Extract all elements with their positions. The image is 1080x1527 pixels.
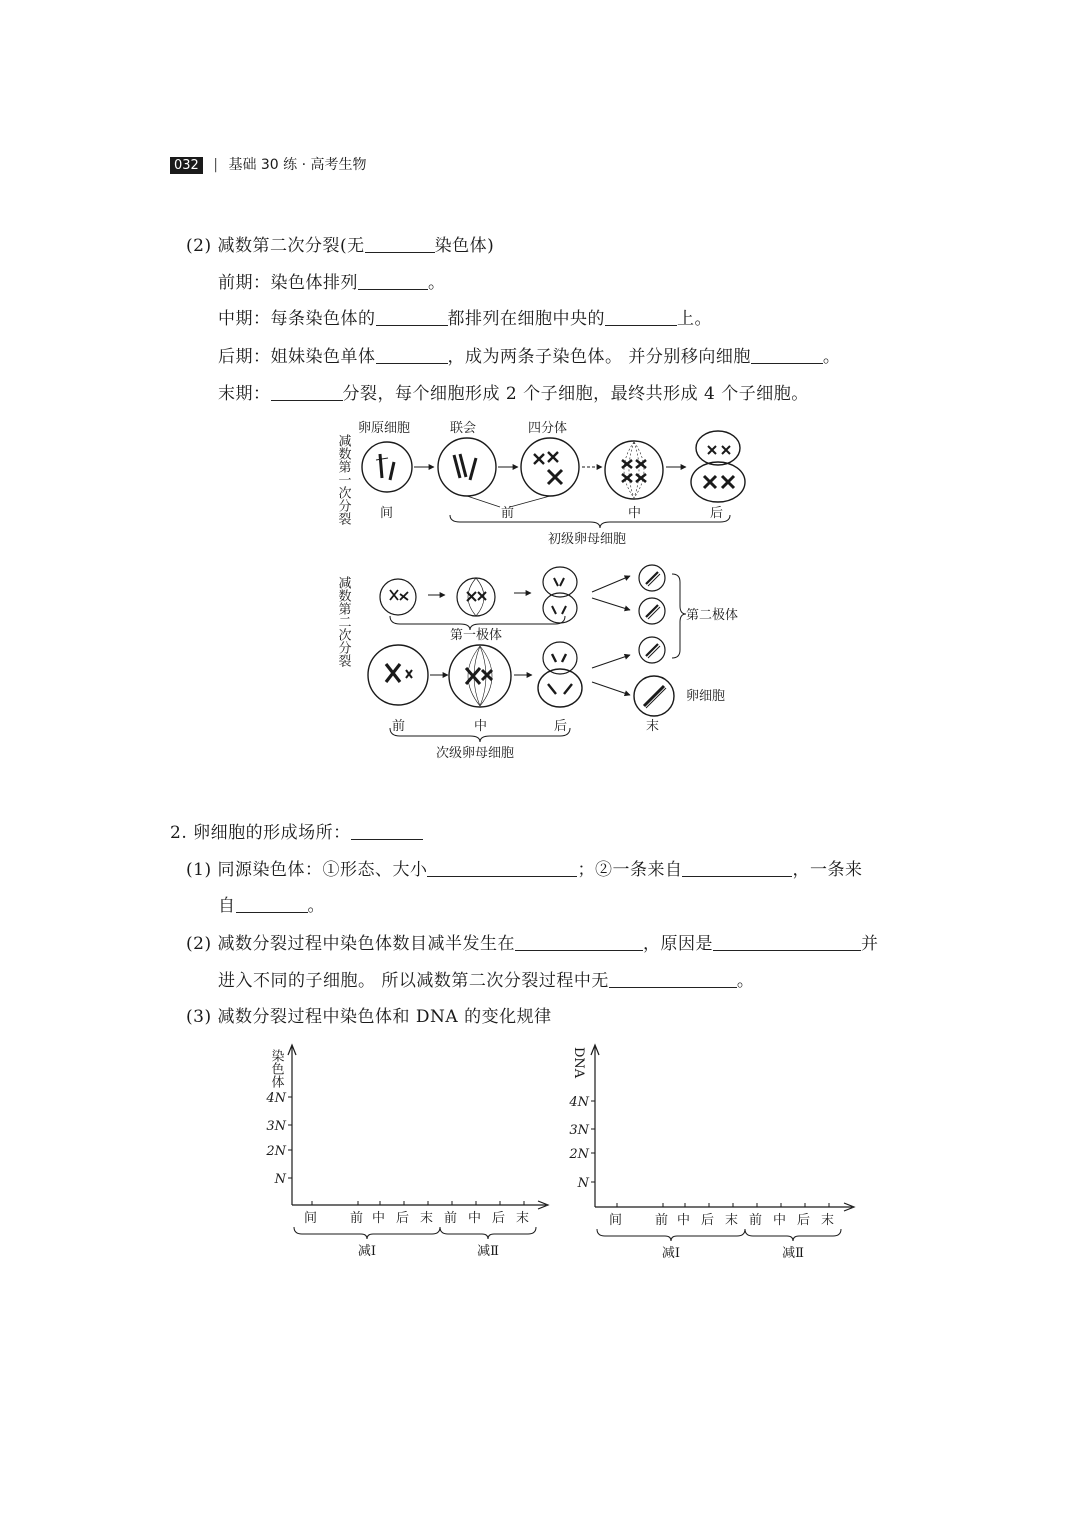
page-number: 032 — [170, 157, 203, 174]
y-tick-label: 2N — [569, 1147, 589, 1162]
book-title: 基础 30 练 · 高考生物 — [228, 157, 367, 173]
blank[interactable] — [751, 347, 823, 364]
brace-label-secondary-oocyte: 次级卵母细胞 — [436, 746, 515, 761]
x-tick-label: 后 — [797, 1213, 811, 1228]
secondary-oocyte-metaphase — [449, 645, 511, 707]
label-tetrad: 四分体 — [528, 421, 568, 436]
cell-metaphase1 — [605, 441, 663, 499]
label-oogonium: 卵原细胞 — [358, 421, 411, 436]
x-tick-label: 后 — [701, 1213, 715, 1228]
group-brace — [745, 1229, 841, 1241]
stage-prophase1: 前 — [501, 506, 515, 521]
blank[interactable] — [376, 347, 448, 364]
y-tick-label: N — [577, 1176, 589, 1191]
anaphase-line: 后期：姐妹染色单体 ，成为两条子染色体。 并分别移向细胞 。 — [218, 347, 841, 367]
x-tick-label: 间 — [304, 1211, 318, 1226]
label-synapsis: 联会 — [450, 421, 477, 436]
y-tick-label: N — [274, 1172, 286, 1187]
blank[interactable] — [351, 823, 423, 840]
polar-body-cell-3 — [543, 567, 577, 623]
egg-cell — [634, 676, 674, 716]
x-tick-label: 后 — [396, 1211, 410, 1226]
y-tick-label: 3N — [569, 1123, 589, 1138]
telophase-line: 末期： 分裂，每个细胞形成 2 个子细胞，最终共形成 4 个子细胞。 — [218, 384, 809, 404]
prophase-line: 前期：染色体排列 。 — [218, 273, 446, 293]
y-tick-label: 2N — [266, 1144, 286, 1159]
blank[interactable] — [271, 384, 343, 401]
group-label: 减Ⅱ — [782, 1246, 804, 1260]
metaphase-line: 中期：每条染色体的 都排列在细胞中央的 上。 — [218, 309, 712, 329]
secondary-oocyte-prophase — [368, 645, 428, 705]
label-egg-cell: 卵细胞 — [686, 689, 726, 704]
polar-body-cell-1 — [380, 579, 416, 615]
blank[interactable] — [609, 971, 737, 988]
stage-anaphase1: 后 — [710, 506, 724, 521]
page-header — [170, 154, 367, 174]
dna-chart — [560, 1035, 870, 1260]
blank[interactable] — [376, 309, 448, 326]
axes — [568, 1045, 854, 1260]
stage-metaphase1: 中 — [628, 506, 642, 521]
x-tick-label: 前 — [444, 1211, 458, 1226]
axes — [265, 1045, 548, 1259]
stage-prophase2: 前 — [392, 719, 406, 734]
group-brace — [294, 1227, 440, 1239]
blank[interactable] — [236, 896, 308, 913]
brace-label-first-polar-body: 第一极体 — [450, 628, 503, 643]
blank[interactable] — [682, 860, 792, 877]
y-tick-label: 4N — [266, 1091, 286, 1106]
q2-line4: 进入不同的子细胞。 所以减数第二次分裂过程中无 。 — [218, 971, 755, 991]
x-tick-label: 间 — [609, 1213, 623, 1228]
x-tick-label: 中 — [677, 1213, 691, 1228]
cell-tetrad — [521, 438, 579, 496]
x-tick-label: 末 — [821, 1213, 835, 1228]
y-tick-label: 3N — [266, 1119, 286, 1134]
stage-anaphase2: 后 — [554, 719, 568, 734]
stage-interphase: 间 — [380, 506, 394, 521]
x-tick-label: 中 — [773, 1213, 787, 1228]
x-tick-label: 中 — [372, 1211, 386, 1226]
x-tick-label: 前 — [350, 1211, 364, 1226]
brace-label-primary-oocyte: 初级卵母细胞 — [548, 532, 627, 547]
cell-synapsis — [438, 438, 496, 496]
blank[interactable] — [515, 934, 643, 951]
q2-line3: (2) 减数分裂过程中染色体数目减半发生在 ，原因是 并 — [186, 934, 879, 954]
group-label: 减Ⅱ — [477, 1244, 499, 1259]
group-label: 减Ⅰ — [661, 1246, 681, 1260]
q2-title: 2. 卵细胞的形成场所： — [170, 818, 423, 843]
side-label-meiosis1: 减数第一次分裂 — [335, 434, 351, 525]
x-tick-label: 末 — [725, 1213, 739, 1228]
blank[interactable] — [365, 236, 435, 253]
y-axis-label: 染色体 — [268, 1049, 284, 1088]
second-polar-body-2 — [639, 598, 665, 624]
y-tick-label: 4N — [569, 1095, 589, 1110]
label-second-polar-body: 第二极体 — [686, 608, 739, 623]
oogenesis-diagram — [320, 410, 780, 770]
blank[interactable] — [427, 860, 577, 877]
second-polar-body-3 — [639, 637, 665, 663]
group-brace — [440, 1227, 536, 1239]
q2-line5: (3) 减数分裂过程中染色体和 DNA 的变化规律 — [186, 1007, 552, 1027]
blank[interactable] — [713, 934, 861, 951]
cell-oogonium — [362, 442, 412, 492]
header-separator: | — [213, 157, 218, 173]
group-label: 减Ⅰ — [357, 1244, 377, 1259]
section2-title: (2) 减数第二次分裂(无 染色体) — [186, 236, 495, 256]
cell-anaphase1 — [691, 431, 745, 502]
blank[interactable] — [358, 273, 428, 290]
stage-telophase2: 末 — [646, 719, 660, 734]
x-tick-label: 前 — [749, 1213, 763, 1228]
x-tick-label: 末 — [516, 1211, 530, 1226]
x-tick-label: 中 — [468, 1211, 482, 1226]
second-polar-body-1 — [639, 565, 665, 591]
group-brace — [597, 1229, 745, 1241]
x-tick-label: 末 — [420, 1211, 434, 1226]
x-tick-label: 后 — [492, 1211, 506, 1226]
q2-line1: (1) 同源染色体：①形态、大小 ；②一条来自 ，一条来 — [186, 860, 863, 880]
y-axis-label: DNA — [571, 1047, 586, 1079]
polar-body-cell-2 — [457, 578, 495, 616]
secondary-oocyte-anaphase — [538, 642, 582, 707]
chromosome-chart — [260, 1035, 560, 1260]
stage-metaphase2: 中 — [474, 719, 488, 734]
x-tick-label: 前 — [655, 1213, 669, 1228]
blank[interactable] — [605, 309, 677, 326]
side-label-meiosis2: 减数第二次分裂 — [335, 576, 351, 667]
q2-line2: 自 。 — [218, 896, 325, 916]
